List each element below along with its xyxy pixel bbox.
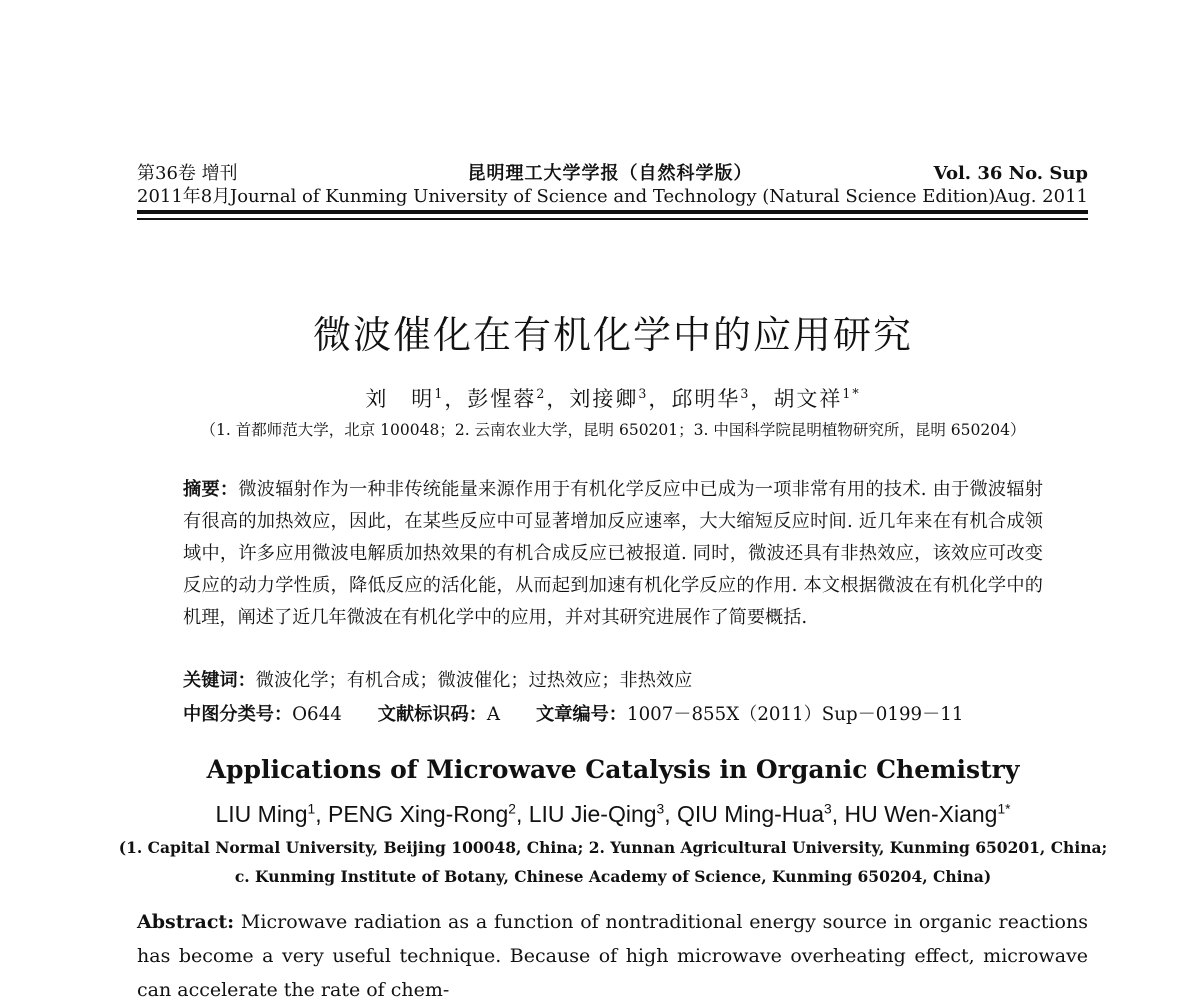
- journal-name-en: Journal of Kunming University of Science and Technology (Natural Science Edition): [230, 186, 996, 207]
- classification-line: [183, 700, 963, 726]
- author-cn: 彭惺蓉$^2$: [467, 386, 547, 411]
- affiliations-cn: （1. 首都师范大学，北京 100048；2. 云南农业大学，昆明 650201；3. 中国科学院昆明植物研究所，昆明 650204）: [200, 421, 1026, 439]
- author-list-cn: 刘 明$^1$，彭惺蓉$^2$，刘接卿$^3$，邱明华$^3$，胡文祥$^{1*}$: [365, 386, 861, 411]
- journal-volume-info-en: [934, 162, 1088, 208]
- volume-issue-en: Vol. 36 No. Sup: [933, 163, 1088, 184]
- clc-label: 中图分类号：: [183, 704, 293, 725]
- publication-date-cn: 2011年8月: [137, 186, 231, 207]
- author-en: PENG Xing-Rong$^2$: [328, 801, 516, 827]
- doc-code-label: 文献标识码：: [377, 704, 487, 725]
- abstract-text-en: Microwave radiation as a function of nontraditional energy source in organic reactions has become a very useful technique. Because of high microwave overheating effect, microwave can accelerate the rate of chem-: [137, 911, 1088, 1001]
- header-rule-thin: [137, 218, 1088, 220]
- journal-volume-info: [137, 162, 238, 208]
- author-cn: 刘 明$^1$: [365, 386, 445, 411]
- keywords-text-cn: 微波化学；有机合成；微波催化；过热效应；非热效应: [255, 670, 693, 691]
- author-en: LIU Jie-Qing$^3$: [528, 801, 665, 827]
- journal-name: [230, 162, 996, 208]
- abstract-en: [137, 905, 1088, 1007]
- paper-title-cn: 微波催化在有机化学中的应用研究: [312, 313, 913, 357]
- volume-issue: 第36卷 增刊: [137, 163, 238, 184]
- affiliations-en-line1: (1. Capital Normal University, Beijing 100048, China; 2. Yunnan Agricultural University, Kunming 650201, China;: [118, 838, 1108, 857]
- author-en: LIU Ming$^1$: [215, 801, 316, 827]
- abstract-label-en: Abstract:: [137, 911, 235, 933]
- article-no-value: 1007－855X（2011）Sup－0199－11: [627, 704, 964, 725]
- abstract-cn: [183, 474, 1043, 634]
- clc-value: O644: [292, 704, 342, 725]
- doc-code-value: A: [486, 704, 501, 725]
- author-cn: 刘接卿$^3$: [569, 386, 649, 411]
- paper-title-en: Applications of Microwave Catalysis in Organic Chemistry: [206, 755, 1020, 784]
- article-no-label: 文章编号：: [536, 704, 627, 725]
- keywords-label-cn: 关键词：: [183, 670, 256, 691]
- author-list-en: LIU Ming$^1$, PENG Xing-Rong$^2$, LIU Jie-Qing$^3$, QIU Ming-Hua$^3$, HU Wen-Xiang$^{1*}$: [215, 801, 1011, 827]
- affiliations-en-line2: c. Kunming Institute of Botany, Chinese Academy of Science, Kunming 650204, China): [234, 867, 992, 886]
- author-en: QIU Ming-Hua$^3$: [677, 801, 832, 827]
- abstract-label-cn: 摘要：: [183, 479, 239, 500]
- publication-date-en: Aug. 2011: [994, 186, 1088, 207]
- author-cn: 邱明华$^3$: [671, 386, 751, 411]
- author-en: HU Wen-Xiang$^{1*}$: [844, 801, 1011, 827]
- keywords-cn: [183, 666, 692, 692]
- author-cn: 胡文祥$^{1*}$: [773, 386, 861, 411]
- header-rule-thick: [137, 210, 1088, 214]
- abstract-text-cn: 微波辐射作为一种非传统能量来源作用于有机化学反应中已成为一项非常有用的技术. 由于微波辐射有很高的加热效应，因此，在某些反应中可显著增加反应速率，大大缩短反应时间. 近几年来在有机合成领域中，许多应用微波电解质加热效果的有机合成反应已被报道. 同时，微波还具有非热效应，该效应可改变反应的动力学性质，降低反应的活化能，从而起到加速有机化学反应的作用. 本文根据微波在有机化学中的机理，阐述了近几年微波在有机化学中的应用，并对其研究进展作了简要概括.: [183, 479, 1043, 628]
- journal-name-cn: 昆明理工大学学报（自然科学版）: [467, 163, 753, 184]
